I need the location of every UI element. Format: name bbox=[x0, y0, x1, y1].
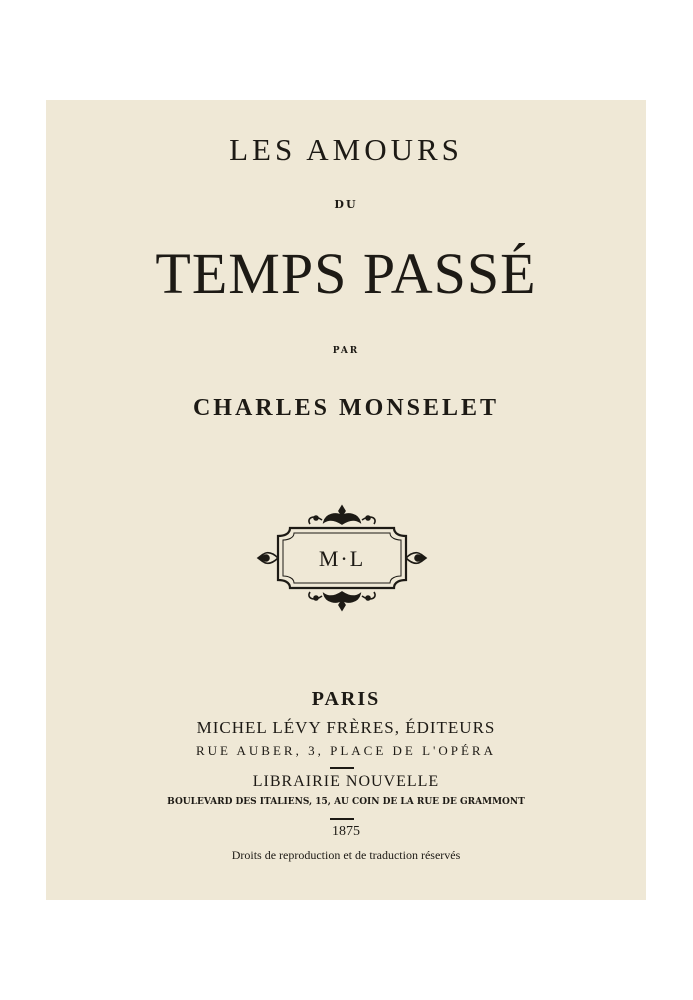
divider-rule bbox=[330, 818, 354, 820]
imprint-bookshop-address: BOULEVARD DES ITALIENS, 15, AU COIN DE LA RUE DE GRAMMONT bbox=[167, 797, 525, 807]
imprint-publisher: MICHEL LÉVY FRÈRES, ÉDITEURS bbox=[196, 718, 496, 737]
by-label: PAR bbox=[332, 346, 360, 356]
title-line-2: TEMPS PASSÉ bbox=[155, 241, 537, 306]
emblem-monogram: M·L bbox=[318, 546, 366, 571]
imprint-bookshop: LIBRAIRIE NOUVELLE bbox=[252, 773, 440, 790]
publication-year: 1875 bbox=[332, 824, 360, 839]
author-name: CHARLES MONSELET bbox=[192, 395, 500, 421]
title-line-1: LES AMOURS bbox=[229, 132, 463, 167]
title-connector: DU bbox=[334, 198, 358, 211]
divider-rule bbox=[330, 767, 354, 769]
imprint-address: RUE AUBER, 3, PLACE DE L'OPÉRA bbox=[196, 743, 496, 758]
rights-notice: Droits de reproduction et de traduction réservés bbox=[231, 848, 461, 862]
title-page bbox=[46, 100, 646, 900]
ornamental-cartouche-icon bbox=[256, 502, 428, 614]
imprint-city: PARIS bbox=[311, 688, 381, 710]
